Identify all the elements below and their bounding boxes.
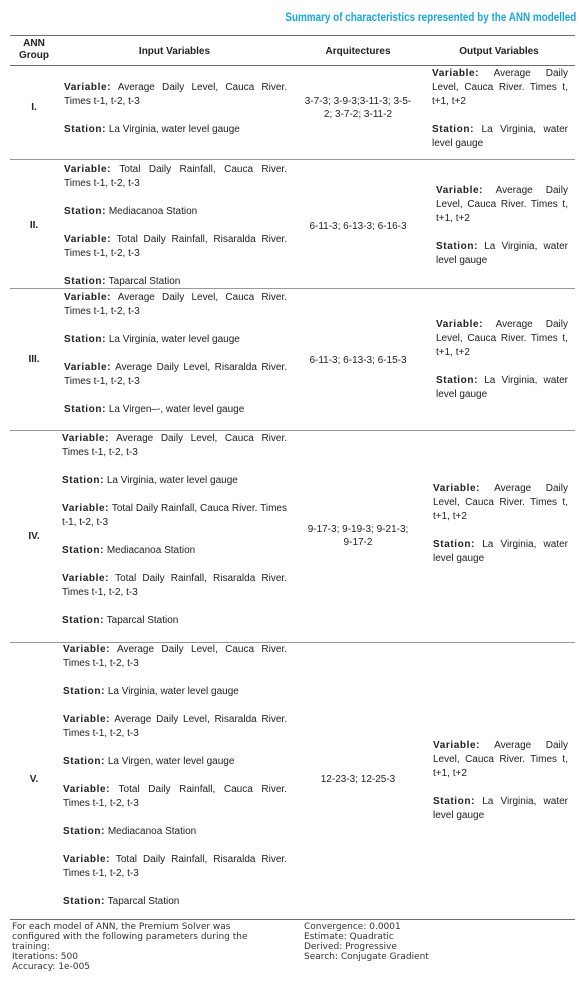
table-bottom-rule <box>10 919 575 920</box>
input-text: La Virginia, water level gauge <box>106 475 238 486</box>
header-bottom-rule <box>10 65 575 66</box>
input-variable <box>64 361 287 389</box>
input-text: Mediacanoa Station <box>107 826 197 837</box>
group-label: V. <box>29 774 39 785</box>
output-variable <box>436 184 568 226</box>
footer-line: For each model of ANN, the Premium Solver was <box>12 922 231 932</box>
input-text: La Virginia, water level gauge <box>108 124 240 135</box>
input-station <box>63 685 287 699</box>
input-text: La Virgen, water level gauge <box>107 756 235 767</box>
output-label: Variable: <box>436 319 484 330</box>
input-text: Total Daily Rainfall, Cauca River. Times t-1, t-2, t-3 <box>64 164 287 189</box>
architecture-cell: 9-17-3; 9-19-3; 9-21-3; 9-17-2 <box>307 524 409 548</box>
input-station <box>64 123 287 137</box>
architecture-cell: 12-23-3; 12-25-3 <box>320 774 396 785</box>
input-variable <box>64 163 287 191</box>
footer-notes-left <box>12 922 248 972</box>
input-text: Average Daily Level, Cauca River. Times t-1, t-2, t-3 <box>64 292 287 317</box>
input-variable <box>62 572 287 600</box>
input-label: Variable: <box>62 573 110 584</box>
input-text: Average Daily Level, Cauca River. Times t-1, t-2, t-3 <box>64 82 287 107</box>
group-label: IV. <box>28 531 40 542</box>
output-station <box>432 123 568 151</box>
input-block <box>63 643 287 909</box>
header-architectures: Arquitectures <box>325 46 391 57</box>
footer-notes-right <box>304 922 429 962</box>
output-block <box>433 482 568 566</box>
input-text: Total Daily Rainfall, Cauca River. Times t-1, t-2, t-3 <box>63 784 287 809</box>
input-text: La Virginia, water level gauge <box>108 334 240 345</box>
input-block <box>64 81 287 137</box>
input-station <box>62 544 287 558</box>
output-station <box>436 374 568 402</box>
input-label: Variable: <box>64 362 112 373</box>
output-label: Variable: <box>433 740 481 751</box>
output-block <box>436 184 568 268</box>
output-station <box>433 795 568 823</box>
output-label: Variable: <box>433 483 481 494</box>
output-text: Average Daily Level, Cauca River. Times t, t+1, t+2 <box>432 68 568 107</box>
input-label: Variable: <box>62 433 110 444</box>
output-block <box>432 67 568 151</box>
header-output-variables: Output Variables <box>459 46 539 57</box>
input-text: Taparcal Station <box>106 615 179 626</box>
header-input-variables: Input Variables <box>138 46 211 57</box>
input-text: Mediacanoa Station <box>108 206 198 217</box>
input-text: Average Daily Level, Cauca River. Times t-1, t-2, t-3 <box>63 644 287 669</box>
input-label: Station: <box>64 334 107 345</box>
input-block <box>64 291 287 417</box>
input-variable <box>62 502 287 530</box>
row-divider <box>10 430 575 431</box>
row-divider <box>10 288 575 289</box>
output-label: Station: <box>432 124 475 135</box>
input-station <box>62 474 287 488</box>
input-station <box>62 614 287 628</box>
input-label: Variable: <box>64 164 112 175</box>
input-label: Variable: <box>63 854 111 865</box>
input-text: Average Daily Level, Cauca River. Times t-1, t-2, t-3 <box>62 433 288 458</box>
header-top-rule <box>10 35 575 36</box>
output-label: Variable: <box>432 68 480 79</box>
input-text: Taparcal Station <box>108 276 181 287</box>
header-ann-group-line1: ANN <box>23 38 45 49</box>
input-station <box>63 755 287 769</box>
output-station <box>433 538 568 566</box>
header-ann-group <box>10 38 58 62</box>
input-label: Variable: <box>62 503 110 514</box>
input-station <box>63 895 287 909</box>
architecture-cell: 3-7-3; 3-9-3;3-11-3; 3-5-2; 3-7-2; 3-11-2 <box>304 96 412 120</box>
footer-line: configured with the following parameters during the <box>12 932 248 942</box>
output-variable <box>433 482 568 524</box>
input-station <box>64 275 287 289</box>
output-text: Average Daily Level, Cauca River. Times t, t+1, t+2 <box>436 185 568 224</box>
output-text: La Virginia, water level gauge <box>436 375 568 400</box>
output-label: Station: <box>436 375 479 386</box>
output-text: La Virginia, water level gauge <box>433 796 568 821</box>
input-label: Variable: <box>63 644 111 655</box>
output-block <box>433 739 568 823</box>
output-variable <box>432 67 568 109</box>
input-label: Station: <box>63 686 106 697</box>
input-text: Taparcal Station <box>107 896 180 907</box>
input-label: Variable: <box>64 82 112 93</box>
footer-line: training: <box>12 942 50 952</box>
input-station <box>64 403 287 417</box>
input-station <box>64 333 287 347</box>
input-label: Station: <box>62 475 105 486</box>
footer-line: Estimate: Quadratic <box>304 932 394 942</box>
input-label: Station: <box>63 756 106 767</box>
output-label: Station: <box>433 539 476 550</box>
footer-line: Iterations: 500 <box>12 952 78 962</box>
group-label: III. <box>28 354 40 365</box>
input-text: La Virgen–-, water level gauge <box>108 404 245 415</box>
input-variable <box>63 713 287 741</box>
input-text: Total Daily Rainfall, Cauca River. Times t-1, t-2, t-3 <box>62 503 287 528</box>
table-title: Summary of characteristics represented by the ANN modelled <box>285 12 576 24</box>
input-text: Total Daily Rainfall, Risaralda River. Times t-1, t-2, t-3 <box>64 234 287 259</box>
output-block <box>436 318 568 402</box>
input-variable <box>63 853 287 881</box>
output-variable <box>433 739 568 781</box>
footer-line: Accuracy: 1e-005 <box>12 962 91 972</box>
input-block <box>62 432 287 628</box>
input-variable <box>63 783 287 811</box>
output-text: Average Daily Level, Cauca River. Times t, t+1, t+2 <box>433 483 568 522</box>
input-variable <box>62 432 287 460</box>
input-variable <box>63 643 287 671</box>
input-label: Variable: <box>64 292 112 303</box>
footer-line: Derived: Progressive <box>304 942 397 952</box>
group-label: II. <box>29 220 39 231</box>
input-label: Station: <box>64 404 107 415</box>
output-label: Station: <box>433 796 476 807</box>
output-text: La Virginia, water level gauge <box>433 539 568 564</box>
input-label: Station: <box>63 896 106 907</box>
input-text: Average Daily Level, Risaralda River. Times t-1, t-2, t-3 <box>63 714 287 739</box>
row-divider <box>10 159 575 160</box>
input-block <box>64 163 287 289</box>
input-text: Total Daily Rainfall, Risaralda River. Times t-1, t-2, t-3 <box>63 854 287 879</box>
footer-line: Search: Conjugate Gradient <box>304 952 429 962</box>
input-label: Station: <box>64 206 107 217</box>
output-text: Average Daily Level, Cauca River. Times t, t+1, t+2 <box>433 740 568 779</box>
input-station <box>63 825 287 839</box>
input-station <box>64 205 287 219</box>
output-label: Variable: <box>436 185 484 196</box>
input-label: Station: <box>62 615 105 626</box>
input-label: Variable: <box>63 784 111 795</box>
output-station <box>436 240 568 268</box>
input-text: Average Daily Level, Risaralda River. Times t-1, t-2, t-3 <box>64 362 287 387</box>
header-ann-group-line2: Group <box>19 50 49 61</box>
input-label: Station: <box>63 826 106 837</box>
input-label: Station: <box>64 124 107 135</box>
input-label: Station: <box>64 276 107 287</box>
architecture-cell: 6-11-3; 6-13-3; 6-16-3 <box>309 221 407 232</box>
architecture-cell: 6-11-3; 6-13-3; 6-15-3 <box>309 355 407 366</box>
input-text: Total Daily Rainfall, Risaralda River. Times t-1, t-2, t-3 <box>62 573 287 598</box>
input-variable <box>64 81 287 109</box>
group-label: I. <box>31 102 37 113</box>
input-variable <box>64 233 287 261</box>
output-text: La Virginia, water level gauge <box>436 241 568 266</box>
footer-line: Convergence: 0.0001 <box>304 922 401 932</box>
output-text: La Virginia, water level gauge <box>432 124 568 149</box>
input-text: Mediacanoa Station <box>106 545 196 556</box>
output-label: Station: <box>436 241 479 252</box>
input-variable <box>64 291 287 319</box>
output-variable <box>436 318 568 360</box>
input-text: La Virginia, water level gauge <box>107 686 239 697</box>
input-label: Variable: <box>63 714 111 725</box>
output-text: Average Daily Level, Cauca River. Times t, t+1, t+2 <box>436 319 568 358</box>
input-label: Variable: <box>64 234 112 245</box>
input-label: Station: <box>62 545 105 556</box>
